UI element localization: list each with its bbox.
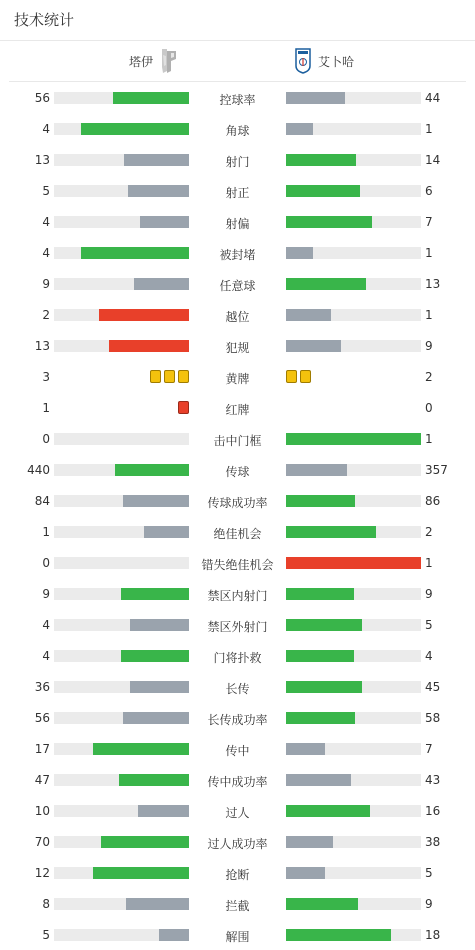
away-bar-track (286, 278, 421, 290)
home-value: 8 (42, 897, 50, 911)
away-value: 5 (425, 618, 433, 632)
away-value: 1 (425, 246, 433, 260)
stat-label: 角球 (225, 124, 250, 138)
stat-row (0, 206, 475, 237)
away-bar-fill (286, 588, 354, 600)
stat-label: 抢断 (225, 868, 250, 882)
away-bar-track (286, 774, 421, 786)
home-bar-fill (130, 681, 189, 693)
away-bar-track (286, 712, 421, 724)
away-bar-track (286, 836, 421, 848)
away-bar-fill (286, 309, 331, 321)
stat-label: 错失绝佳机会 (201, 558, 274, 572)
away-value: 16 (425, 804, 441, 818)
home-bar-fill (109, 340, 189, 352)
stat-row (0, 795, 475, 826)
home-value: 17 (34, 742, 50, 756)
away-bar-fill (286, 495, 355, 507)
away-value: 86 (425, 494, 441, 508)
stat-label: 击中门框 (213, 434, 262, 448)
stat-row (0, 237, 475, 268)
home-cards (178, 401, 189, 414)
home-bar-fill (121, 588, 189, 600)
away-value: 13 (425, 277, 441, 291)
away-bar-fill (286, 619, 362, 631)
stat-label: 过人 (225, 806, 250, 820)
away-bar-track (286, 216, 421, 228)
away-bar-track (286, 154, 421, 166)
away-bar-fill (286, 712, 355, 724)
home-bar-track (54, 495, 189, 507)
stat-row (0, 82, 475, 113)
stat-row (0, 516, 475, 547)
away-bar-fill (286, 433, 421, 445)
home-bar-fill (123, 712, 189, 724)
home-value: 47 (34, 773, 50, 787)
away-value: 45 (425, 680, 441, 694)
home-value: 13 (34, 339, 50, 353)
away-bar-track (286, 929, 421, 941)
page-title: 技术统计 (0, 0, 475, 41)
home-value: 5 (42, 928, 50, 942)
stat-label: 拦截 (225, 899, 250, 913)
stat-label: 射偏 (225, 217, 250, 231)
stat-label: 传中成功率 (207, 775, 268, 789)
home-bar-track (54, 464, 189, 476)
stat-label: 犯规 (225, 341, 250, 355)
home-bar-fill (123, 495, 189, 507)
stat-label: 任意球 (219, 279, 256, 293)
away-value: 4 (425, 649, 433, 663)
away-bar-track (286, 619, 421, 631)
away-value: 9 (425, 339, 433, 353)
away-team[interactable] (294, 41, 354, 81)
home-team[interactable] (129, 41, 179, 81)
stat-row (0, 392, 475, 423)
home-bar-fill (138, 805, 189, 817)
stat-row (0, 702, 475, 733)
away-bar-fill (286, 526, 376, 538)
away-value: 1 (425, 556, 433, 570)
stat-label: 越位 (225, 310, 250, 324)
away-value: 7 (425, 742, 433, 756)
home-bar-track (54, 309, 189, 321)
away-bar-fill (286, 123, 313, 135)
stat-row (0, 547, 475, 578)
away-bar-track (286, 867, 421, 879)
away-bar-fill (286, 92, 345, 104)
home-bar-fill (119, 774, 189, 786)
home-bar-fill (124, 154, 189, 166)
home-value: 56 (34, 711, 50, 725)
away-bar-fill (286, 278, 366, 290)
home-value: 84 (34, 494, 50, 508)
away-value: 9 (425, 897, 433, 911)
stat-row (0, 578, 475, 609)
yellow-card-icon (178, 370, 189, 383)
stat-label: 传球成功率 (207, 496, 268, 510)
home-bar-fill (130, 619, 189, 631)
stat-row (0, 919, 475, 950)
away-bar-track (286, 185, 421, 197)
away-bar-track (286, 92, 421, 104)
away-bar-track (286, 309, 421, 321)
away-bar-track (286, 805, 421, 817)
stat-label: 被封堵 (219, 248, 256, 262)
away-value: 44 (425, 91, 441, 105)
stat-row (0, 671, 475, 702)
stat-label: 射门 (225, 155, 250, 169)
home-value: 1 (42, 525, 50, 539)
away-bar-fill (286, 557, 421, 569)
stat-label: 长传 (225, 682, 250, 696)
home-bar-track (54, 123, 189, 135)
away-bar-fill (286, 216, 372, 228)
yellow-card-icon (150, 370, 161, 383)
away-bar-track (286, 681, 421, 693)
away-bar-track (286, 557, 421, 569)
home-bar-fill (159, 929, 189, 941)
stat-label: 黄牌 (225, 372, 250, 386)
yellow-card-icon (164, 370, 175, 383)
away-bar-track (286, 526, 421, 538)
stat-row (0, 888, 475, 919)
away-value: 38 (425, 835, 441, 849)
home-value: 56 (34, 91, 50, 105)
away-bar-fill (286, 650, 354, 662)
away-value: 9 (425, 587, 433, 601)
home-bar-fill (140, 216, 189, 228)
stat-row (0, 640, 475, 671)
home-bar-track (54, 557, 189, 569)
stat-row (0, 330, 475, 361)
stat-row (0, 361, 475, 392)
away-bar-track (286, 495, 421, 507)
home-value: 4 (42, 215, 50, 229)
home-value: 36 (34, 680, 50, 694)
home-bar-fill (121, 650, 189, 662)
home-bar-fill (99, 309, 189, 321)
home-bar-track (54, 588, 189, 600)
stat-row (0, 268, 475, 299)
home-bar-fill (93, 867, 189, 879)
away-bar-track (286, 743, 421, 755)
teams-header (9, 41, 466, 82)
away-bar-track (286, 433, 421, 445)
home-bar-fill (134, 278, 189, 290)
home-bar-track (54, 185, 189, 197)
home-value: 9 (42, 277, 50, 291)
home-bar-track (54, 712, 189, 724)
home-bar-fill (128, 185, 189, 197)
away-value: 1 (425, 122, 433, 136)
home-value: 2 (42, 308, 50, 322)
away-bar-fill (286, 805, 370, 817)
home-value: 4 (42, 246, 50, 260)
home-bar-track (54, 526, 189, 538)
home-value: 1 (42, 401, 50, 415)
away-value: 0 (425, 401, 433, 415)
away-value: 1 (425, 308, 433, 322)
home-team-logo-icon (159, 47, 179, 75)
stat-label: 传中 (225, 744, 250, 758)
home-bar-fill (115, 464, 189, 476)
away-value: 357 (425, 463, 448, 477)
stat-label: 解围 (225, 930, 250, 944)
away-value: 14 (425, 153, 441, 167)
away-bar-track (286, 340, 421, 352)
home-bar-fill (93, 743, 189, 755)
home-bar-track (54, 867, 189, 879)
home-value: 9 (42, 587, 50, 601)
away-bar-fill (286, 681, 362, 693)
home-value: 0 (42, 432, 50, 446)
stat-row (0, 299, 475, 330)
home-bar-track (54, 929, 189, 941)
yellow-card-icon (300, 370, 311, 383)
home-bar-fill (126, 898, 189, 910)
home-bar-fill (81, 247, 189, 259)
stat-label: 控球率 (219, 93, 256, 107)
home-value: 10 (34, 804, 50, 818)
away-value: 2 (425, 525, 433, 539)
away-bar-fill (286, 743, 325, 755)
stat-label: 禁区内射门 (207, 589, 268, 603)
away-bar-fill (286, 867, 325, 879)
away-value: 7 (425, 215, 433, 229)
stat-row (0, 175, 475, 206)
home-bar-track (54, 743, 189, 755)
stat-row (0, 857, 475, 888)
stat-label: 过人成功率 (207, 837, 268, 851)
home-value: 13 (34, 153, 50, 167)
home-value: 12 (34, 866, 50, 880)
away-bar-fill (286, 154, 356, 166)
home-bar-track (54, 247, 189, 259)
away-value: 5 (425, 866, 433, 880)
home-bar-fill (101, 836, 189, 848)
stat-row (0, 764, 475, 795)
home-team-name: 塔伊 (128, 54, 153, 69)
home-bar-track (54, 92, 189, 104)
red-card-icon (178, 401, 189, 414)
home-bar-fill (113, 92, 189, 104)
away-bar-track (286, 247, 421, 259)
home-value: 70 (34, 835, 50, 849)
away-value: 1 (425, 432, 433, 446)
stat-label: 禁区外射门 (207, 620, 268, 634)
away-bar-track (286, 464, 421, 476)
home-bar-track (54, 433, 189, 445)
stats-list (0, 82, 475, 950)
home-bar-track (54, 805, 189, 817)
stat-label: 红牌 (225, 403, 250, 417)
stat-row (0, 423, 475, 454)
home-value: 3 (42, 370, 50, 384)
home-bar-track (54, 619, 189, 631)
home-bar-track (54, 836, 189, 848)
stat-label: 绝佳机会 (213, 527, 262, 541)
home-value: 0 (42, 556, 50, 570)
home-bar-track (54, 681, 189, 693)
home-bar-track (54, 650, 189, 662)
away-team-name: 艾卜哈 (318, 54, 355, 69)
home-value: 4 (42, 618, 50, 632)
away-bar-fill (286, 464, 347, 476)
stat-row (0, 826, 475, 857)
home-bar-track (54, 774, 189, 786)
home-cards (150, 370, 189, 383)
stat-label: 长传成功率 (207, 713, 268, 727)
away-bar-fill (286, 836, 333, 848)
away-value: 58 (425, 711, 441, 725)
home-value: 4 (42, 122, 50, 136)
away-value: 43 (425, 773, 441, 787)
away-cards (286, 370, 311, 383)
away-value: 18 (425, 928, 441, 942)
home-bar-fill (144, 526, 189, 538)
home-bar-track (54, 154, 189, 166)
away-bar-fill (286, 898, 358, 910)
stat-label: 传球 (225, 465, 250, 479)
stat-row (0, 609, 475, 640)
away-value: 6 (425, 184, 433, 198)
stat-row (0, 454, 475, 485)
yellow-card-icon (286, 370, 297, 383)
home-bar-track (54, 278, 189, 290)
stat-label: 射正 (225, 186, 250, 200)
away-bar-fill (286, 185, 360, 197)
home-bar-track (54, 340, 189, 352)
away-team-logo-icon (294, 48, 312, 74)
stat-row (0, 144, 475, 175)
home-value: 440 (27, 463, 50, 477)
away-value: 2 (425, 370, 433, 384)
away-bar-track (286, 898, 421, 910)
stat-row (0, 485, 475, 516)
stat-row (0, 113, 475, 144)
away-bar-fill (286, 247, 313, 259)
away-bar-fill (286, 929, 391, 941)
stat-row (0, 733, 475, 764)
home-value: 4 (42, 649, 50, 663)
home-bar-track (54, 898, 189, 910)
home-value: 5 (42, 184, 50, 198)
away-bar-track (286, 650, 421, 662)
away-bar-fill (286, 340, 341, 352)
away-bar-track (286, 123, 421, 135)
home-bar-track (54, 216, 189, 228)
away-bar-fill (286, 774, 351, 786)
home-bar-fill (81, 123, 189, 135)
stat-label: 门将扑救 (213, 651, 262, 665)
away-bar-track (286, 588, 421, 600)
